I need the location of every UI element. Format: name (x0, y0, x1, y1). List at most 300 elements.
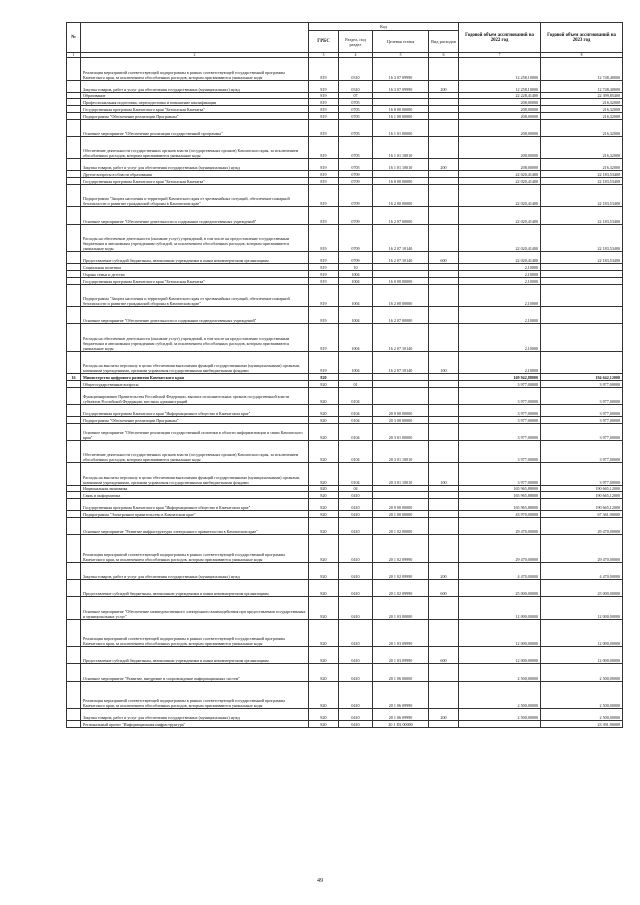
table-row (67, 112, 623, 119)
cell-expense-type: 100 (429, 351, 459, 373)
cell-amount-2022: 2,10000 (459, 351, 541, 373)
table-header (67, 23, 623, 58)
cell-razdel: 0705 (339, 136, 373, 158)
cell-grbs: 819 (309, 119, 339, 136)
column-index: 6 (429, 53, 459, 58)
cell-amount-2023: 190 665,12000 (541, 492, 623, 499)
cell-grbs: 819 (309, 284, 339, 306)
cell-expense-type (429, 270, 459, 277)
cell-name: Закупка товаров, работ и услуг для обеспечения государственных (муниципальных) нужд (81, 562, 309, 579)
cell-number (67, 619, 81, 647)
cell-grbs: 820 (309, 463, 339, 485)
cell-grbs: 819 (309, 136, 339, 158)
cell-grbs: 820 (309, 709, 339, 721)
column-index: 5 (373, 53, 429, 58)
cell-number (67, 597, 81, 619)
cell-target-article: 20 3 01 10010 (373, 463, 429, 485)
header-amount-2023: Годовой объем ассигнований на 2023 год (541, 23, 623, 53)
cell-grbs: 819 (309, 178, 339, 185)
cell-grbs: 820 (309, 380, 339, 387)
cell-amount-2022: 2,10000 (459, 306, 541, 323)
cell-name: Государственная программа Камчатского края "Безопасная Камчатка" (81, 178, 309, 185)
table-row (67, 404, 623, 416)
cell-amount-2023: 190 665,12000 (541, 499, 623, 511)
table-row (67, 709, 623, 721)
cell-number (67, 485, 81, 492)
table-row (67, 647, 623, 664)
cell-razdel: 1004 (339, 306, 373, 323)
cell-amount-2022: 208,00000 (459, 136, 541, 158)
cell-amount-2023: 216,32000 (541, 136, 623, 158)
cell-expense-type (429, 619, 459, 647)
table-row (67, 440, 623, 462)
cell-number (67, 207, 81, 224)
cell-expense-type (429, 224, 459, 252)
cell-razdel: 0104 (339, 423, 373, 440)
cell-amount-2023: 22 183,53400 (541, 224, 623, 252)
cell-grbs: 820 (309, 562, 339, 579)
cell-target-article: 16 2 07 10140 (373, 324, 429, 352)
cell-razdel: 0709 (339, 252, 373, 264)
table-row (67, 485, 623, 492)
cell-name: Профессиональная подготовка, переподготовка и повышение квалификации (81, 99, 309, 106)
cell-amount-2023: 22 183,53400 (541, 252, 623, 264)
cell-name: Основное мероприятие "Обеспечение деятельности и содержание подведомственных учреждений" (81, 207, 309, 224)
cell-name: Охрана семьи и детства (81, 270, 309, 277)
cell-number (67, 351, 81, 373)
cell-expense-type (429, 92, 459, 99)
cell-razdel: 0709 (339, 171, 373, 178)
cell-grbs: 819 (309, 159, 339, 171)
cell-expense-type: 600 (429, 647, 459, 664)
cell-razdel: 1004 (339, 351, 373, 373)
cell-amount-2022: 25 000,00000 (459, 579, 541, 596)
cell-name: Связь и информатика (81, 492, 309, 499)
table-row (67, 178, 623, 185)
cell-amount-2023: 3 977,00000 (541, 440, 623, 462)
cell-name: Основное мероприятие "Обеспечение реализации государственной программы" (81, 119, 309, 136)
cell-grbs: 820 (309, 721, 339, 728)
cell-number (67, 681, 81, 709)
cell-grbs: 820 (309, 535, 339, 563)
cell-number (67, 284, 81, 306)
cell-grbs: 819 (309, 92, 339, 99)
cell-number (67, 404, 81, 416)
table-row (67, 492, 623, 499)
cell-grbs: 820 (309, 499, 339, 511)
cell-name: Основное мероприятие "Обеспечение межведомственного электронного взаимодействия при предоставлении государственных и муниципальных услуг" (81, 597, 309, 619)
cell-grbs: 819 (309, 171, 339, 178)
cell-name: Реализация мероприятий соответствующей подпрограммы в рамках соответствующей государственной программы Камчатского края, за исключением обособленных расходов, которым присваиваются уникальные коды (81, 619, 309, 647)
cell-number (67, 423, 81, 440)
cell-grbs: 820 (309, 597, 339, 619)
cell-amount-2023: 12 000,00000 (541, 647, 623, 664)
cell-number (67, 416, 81, 423)
cell-amount-2022: 22 020,41400 (459, 178, 541, 185)
cell-target-article: 16 2 07 10140 (373, 252, 429, 264)
cell-razdel: 1004 (339, 324, 373, 352)
cell-amount-2022: 2,10000 (459, 264, 541, 271)
cell-amount-2022: 2 500,00000 (459, 664, 541, 681)
cell-amount-2022: 208,00000 (459, 106, 541, 113)
cell-target-article: 20 1 02 00000 (373, 518, 429, 535)
cell-amount-2022: 165 965,88000 (459, 492, 541, 499)
cell-expense-type (429, 664, 459, 681)
cell-amount-2022: 43 970,00000 (459, 511, 541, 518)
cell-number (67, 99, 81, 106)
cell-razdel: 0410 (339, 721, 373, 728)
cell-amount-2023: 194 642,12000 (541, 374, 623, 381)
table-row (67, 387, 623, 404)
table-row (67, 58, 623, 80)
cell-target-article: 20 1 03 09990 (373, 647, 429, 664)
cell-target-article (373, 270, 429, 277)
table-row (67, 351, 623, 373)
table-row (67, 224, 623, 252)
cell-target-article: 16 2 07 10140 (373, 351, 429, 373)
table-row (67, 171, 623, 178)
cell-grbs: 819 (309, 270, 339, 277)
cell-amount-2022: 29 470,00000 (459, 518, 541, 535)
table-row (67, 324, 623, 352)
cell-grbs: 819 (309, 252, 339, 264)
table-row (67, 681, 623, 709)
cell-target-article (373, 99, 429, 106)
cell-target-article: 20 1 02 09990 (373, 562, 429, 579)
cell-razdel: 0410 (339, 518, 373, 535)
table-row (67, 518, 623, 535)
cell-amount-2022: 169 942,88000 (459, 374, 541, 381)
cell-expense-type (429, 277, 459, 284)
cell-amount-2022: 3 977,00000 (459, 404, 541, 416)
table-row (67, 374, 623, 381)
cell-name: Государственная программа Камчатского края "Безопасная Камчатка" (81, 277, 309, 284)
cell-number (67, 264, 81, 271)
cell-expense-type (429, 184, 459, 206)
cell-name: Закупка товаров, работ и услуг для обеспечения государственных (муниципальных) нужд (81, 709, 309, 721)
cell-grbs: 820 (309, 619, 339, 647)
cell-expense-type (429, 721, 459, 728)
cell-amount-2022: 22 020,41400 (459, 207, 541, 224)
cell-target-article: 16 2 00 00000 (373, 184, 429, 206)
table-row (67, 416, 623, 423)
cell-expense-type (429, 119, 459, 136)
cell-grbs: 819 (309, 184, 339, 206)
cell-expense-type: 200 (429, 709, 459, 721)
cell-target-article (373, 92, 429, 99)
cell-grbs: 820 (309, 404, 339, 416)
cell-amount-2022: 2 500,00000 (459, 681, 541, 709)
cell-number (67, 579, 81, 596)
cell-amount-2023: 22 183,53400 (541, 171, 623, 178)
cell-target-article (373, 264, 429, 271)
cell-razdel: 10 (339, 264, 373, 271)
cell-number (67, 709, 81, 721)
cell-amount-2023: 22 183,53400 (541, 184, 623, 206)
cell-number (67, 387, 81, 404)
cell-target-article: 16 0 00 00000 (373, 178, 429, 185)
cell-grbs: 819 (309, 207, 339, 224)
cell-expense-type (429, 387, 459, 404)
cell-expense-type (429, 99, 459, 106)
cell-amount-2023: 3 977,00000 (541, 380, 623, 387)
table-body (67, 58, 623, 728)
cell-number (67, 178, 81, 185)
cell-grbs: 820 (309, 485, 339, 492)
column-index: 8 (541, 53, 623, 58)
cell-expense-type (429, 306, 459, 323)
cell-target-article: 20 1 02 09990 (373, 579, 429, 596)
cell-amount-2023: 67 361,90000 (541, 511, 623, 518)
cell-target-article: 20 3 01 10010 (373, 440, 429, 462)
cell-target-article: 20 1 02 09990 (373, 535, 429, 563)
column-index: 2 (81, 53, 309, 58)
cell-name: Подпрограмма "Защита населения и территорий Камчатского края от чрезвычайных ситуаций, обеспечение пожарной безопасности и развитие гражданской обороны в Камчатском крае" (81, 184, 309, 206)
cell-razdel: 04 (339, 485, 373, 492)
cell-grbs: 819 (309, 277, 339, 284)
table-row (67, 270, 623, 277)
cell-name: Подпрограмма "Обеспечение реализации Программы" (81, 112, 309, 119)
cell-amount-2022: 22 020,41400 (459, 184, 541, 206)
cell-target-article: 20 1 D2 00000 (373, 721, 429, 728)
cell-grbs: 820 (309, 511, 339, 518)
cell-amount-2023: 216,32000 (541, 106, 623, 113)
cell-razdel: 0705 (339, 99, 373, 106)
cell-name: Предоставление субсидий бюджетным, автономным учреждениям и иным некоммерческим организациям (81, 252, 309, 264)
cell-target-article: 20 1 06 09990 (373, 709, 429, 721)
table-row (67, 721, 623, 728)
cell-number (67, 270, 81, 277)
table-row (67, 535, 623, 563)
cell-grbs: 820 (309, 518, 339, 535)
cell-expense-type (429, 518, 459, 535)
cell-amount-2023 (541, 270, 623, 277)
header-grbs: ГРБС (309, 31, 339, 53)
cell-razdel: 0709 (339, 178, 373, 185)
cell-grbs: 820 (309, 423, 339, 440)
cell-amount-2023: 216,32000 (541, 112, 623, 119)
cell-number (67, 647, 81, 664)
table-row (67, 80, 623, 92)
cell-target-article (373, 374, 429, 381)
cell-amount-2022: 208,00000 (459, 119, 541, 136)
cell-name: Региональный проект "Информационная инфраструктура" (81, 721, 309, 728)
cell-amount-2022: 208,00000 (459, 112, 541, 119)
cell-grbs: 820 (309, 387, 339, 404)
cell-amount-2023: 22 183,53400 (541, 178, 623, 185)
cell-amount-2023 (541, 306, 623, 323)
cell-number (67, 171, 81, 178)
cell-razdel: 0410 (339, 619, 373, 647)
cell-expense-type (429, 440, 459, 462)
cell-amount-2023: 2 500,00000 (541, 709, 623, 721)
cell-name: Основное мероприятие "Обеспечение деятельности и содержание подведомственных учреждений" (81, 306, 309, 323)
cell-name: Функционирование Правительства Российской Федерации, высших исполнительных органов государственной власти субъектов Российской Федерации, местных администраций (81, 387, 309, 404)
cell-expense-type (429, 499, 459, 511)
cell-amount-2023: 3 977,00000 (541, 416, 623, 423)
table-row (67, 597, 623, 619)
cell-name: Образование (81, 92, 309, 99)
cell-razdel: 1004 (339, 270, 373, 277)
cell-target-article: 16 0 00 00000 (373, 106, 429, 113)
cell-name: Обеспечение деятельности государственных органов власти (государственных органов) Камчатского края, за исключением обособленных расходов, которым присваиваются уникальные коды (81, 136, 309, 158)
cell-amount-2022: 2,10000 (459, 277, 541, 284)
cell-name: Закупка товаров, работ и услуг для обеспечения государственных (муниципальных) нужд (81, 159, 309, 171)
cell-amount-2022: 12 000,00000 (459, 597, 541, 619)
cell-name: Общегосударственные вопросы (81, 380, 309, 387)
table-row (67, 664, 623, 681)
cell-expense-type (429, 58, 459, 80)
column-index: 3 (309, 53, 339, 58)
cell-amount-2023: 29 470,00000 (541, 535, 623, 563)
cell-target-article: 16 2 07 00000 (373, 306, 429, 323)
column-index: 7 (459, 53, 541, 58)
cell-amount-2023: 216,32000 (541, 99, 623, 106)
cell-expense-type (429, 535, 459, 563)
cell-razdel: 0410 (339, 511, 373, 518)
table-row (67, 463, 623, 485)
table-row (67, 423, 623, 440)
cell-number (67, 721, 81, 728)
cell-grbs: 819 (309, 80, 339, 92)
cell-expense-type (429, 324, 459, 352)
cell-amount-2023: 22 399,85400 (541, 92, 623, 99)
cell-target-article (373, 171, 429, 178)
cell-amount-2022: 3 977,00000 (459, 440, 541, 462)
cell-amount-2022: 165 965,88000 (459, 485, 541, 492)
table-row (67, 184, 623, 206)
cell-amount-2022: 22 020,41400 (459, 252, 541, 264)
cell-name: Подпрограмма "Защита населения и территорий Камчатского края от чрезвычайных ситуаций, обеспечение пожарной безопасности и развитие гражданской обороны в Камчатском крае" (81, 284, 309, 306)
cell-number (67, 535, 81, 563)
cell-name: Реализация мероприятий соответствующей подпрограммы в рамках соответствующей государственной программы Камчатского края, за исключением обособленных расходов, которым присваиваются уникальные коды (81, 535, 309, 563)
cell-number (67, 277, 81, 284)
cell-razdel: 1004 (339, 277, 373, 284)
cell-razdel: 0410 (339, 664, 373, 681)
cell-target-article: 16 2 07 10140 (373, 224, 429, 252)
header-expense-type: Вид расходов (429, 31, 459, 53)
table-row (67, 92, 623, 99)
cell-grbs: 820 (309, 492, 339, 499)
cell-number (67, 664, 81, 681)
cell-number (67, 58, 81, 80)
table-row (67, 252, 623, 264)
cell-number (67, 80, 81, 92)
table-row (67, 136, 623, 158)
cell-number (67, 136, 81, 158)
cell-target-article: 20 1 03 00000 (373, 597, 429, 619)
cell-number (67, 224, 81, 252)
cell-amount-2023: 216,32000 (541, 119, 623, 136)
cell-name: Государственная программа Камчатского края "Информационное общество в Камчатском крае" (81, 499, 309, 511)
header-name: Наименование (81, 23, 309, 53)
cell-amount-2022: 29 470,00000 (459, 535, 541, 563)
cell-number (67, 518, 81, 535)
cell-razdel: 0410 (339, 681, 373, 709)
cell-amount-2023: 29 470,00000 (541, 518, 623, 535)
table-row (67, 619, 623, 647)
cell-number (67, 380, 81, 387)
table-row (67, 159, 623, 171)
cell-amount-2022: 12 000,00000 (459, 619, 541, 647)
cell-name: Расходы на обеспечение деятельности (оказание услуг) учреждений, в том числе на предоставление государственным бюджетным и автономным учреждениям субсидий, за исключением обособленных расходов, которым присваиваются уникальные коды (81, 224, 309, 252)
cell-name: Расходы на выплаты персоналу в целях обеспечения выполнения функций государственными (муниципальными) органами, казенными учреждениями, органами управления государственными внебюджетными фондами (81, 463, 309, 485)
cell-amount-2022: 3 977,00000 (459, 387, 541, 404)
cell-amount-2023: 2 500,00000 (541, 681, 623, 709)
table-row (67, 207, 623, 224)
cell-razdel: 01 (339, 380, 373, 387)
cell-target-article: 16 1 01 00000 (373, 119, 429, 136)
cell-target-article (373, 380, 429, 387)
cell-name: Подпрограмма "Обеспечение реализации Программы" (81, 416, 309, 423)
cell-razdel: 0410 (339, 499, 373, 511)
cell-name: Предоставление субсидий бюджетным, автономным учреждениям и иным некоммерческим организациям (81, 647, 309, 664)
cell-amount-2022: 12 258,10000 (459, 80, 541, 92)
cell-expense-type (429, 171, 459, 178)
cell-name: Другие вопросы в области образования (81, 171, 309, 178)
cell-number (67, 252, 81, 264)
cell-target-article: 20 1 06 09990 (373, 681, 429, 709)
cell-target-article: 16 3 07 09990 (373, 58, 429, 80)
cell-number (67, 306, 81, 323)
cell-razdel: 0104 (339, 463, 373, 485)
column-index: 4 (339, 53, 373, 58)
cell-grbs: 820 (309, 374, 339, 381)
cell-amount-2023: 3 977,00000 (541, 423, 623, 440)
cell-amount-2022: 2,10000 (459, 270, 541, 277)
cell-grbs: 820 (309, 664, 339, 681)
cell-amount-2022: 12 000,00000 (459, 647, 541, 664)
cell-amount-2022: 2 500,00000 (459, 709, 541, 721)
cell-number (67, 440, 81, 462)
cell-razdel: 0705 (339, 112, 373, 119)
cell-grbs: 819 (309, 224, 339, 252)
cell-amount-2023: 25 000,00000 (541, 579, 623, 596)
cell-amount-2023: 12 748,40000 (541, 80, 623, 92)
cell-razdel: 0410 (339, 562, 373, 579)
cell-number (67, 492, 81, 499)
header-razdel: Раздел, под раздел (339, 31, 373, 53)
cell-amount-2023 (541, 284, 623, 306)
cell-target-article: 16 0 00 00000 (373, 277, 429, 284)
cell-number (67, 562, 81, 579)
table-row (67, 380, 623, 387)
cell-razdel: 0410 (339, 579, 373, 596)
cell-target-article: 16 2 00 00000 (373, 284, 429, 306)
cell-name: Социальная политика (81, 264, 309, 271)
cell-razdel: 0310 (339, 80, 373, 92)
cell-expense-type (429, 136, 459, 158)
cell-razdel (339, 374, 373, 381)
header-number: № (67, 23, 81, 53)
cell-amount-2022: 4 470,00000 (459, 562, 541, 579)
cell-amount-2023: 23 391,90000 (541, 721, 623, 728)
cell-expense-type (429, 380, 459, 387)
cell-amount-2023 (541, 277, 623, 284)
table-row (67, 562, 623, 579)
cell-name: Расходы на выплаты персоналу в целях обеспечения выполнения функций государственными (муниципальными) органами, казенными учреждениями, органами управления государственными внебюджетными фондами (81, 351, 309, 373)
cell-number: 16 (67, 374, 81, 381)
cell-amount-2022: 3 977,00000 (459, 463, 541, 485)
cell-grbs: 820 (309, 416, 339, 423)
cell-expense-type: 200 (429, 80, 459, 92)
cell-name: Реализация мероприятий соответствующей подпрограммы в рамках соответствующей государственной программы Камчатского края, за исключением обособленных расходов, которым присваиваются уникальные коды (81, 58, 309, 80)
cell-amount-2023: 12 000,00000 (541, 597, 623, 619)
cell-razdel: 0410 (339, 535, 373, 563)
page-number: 49 (317, 878, 323, 884)
cell-number (67, 92, 81, 99)
cell-razdel: 1004 (339, 284, 373, 306)
